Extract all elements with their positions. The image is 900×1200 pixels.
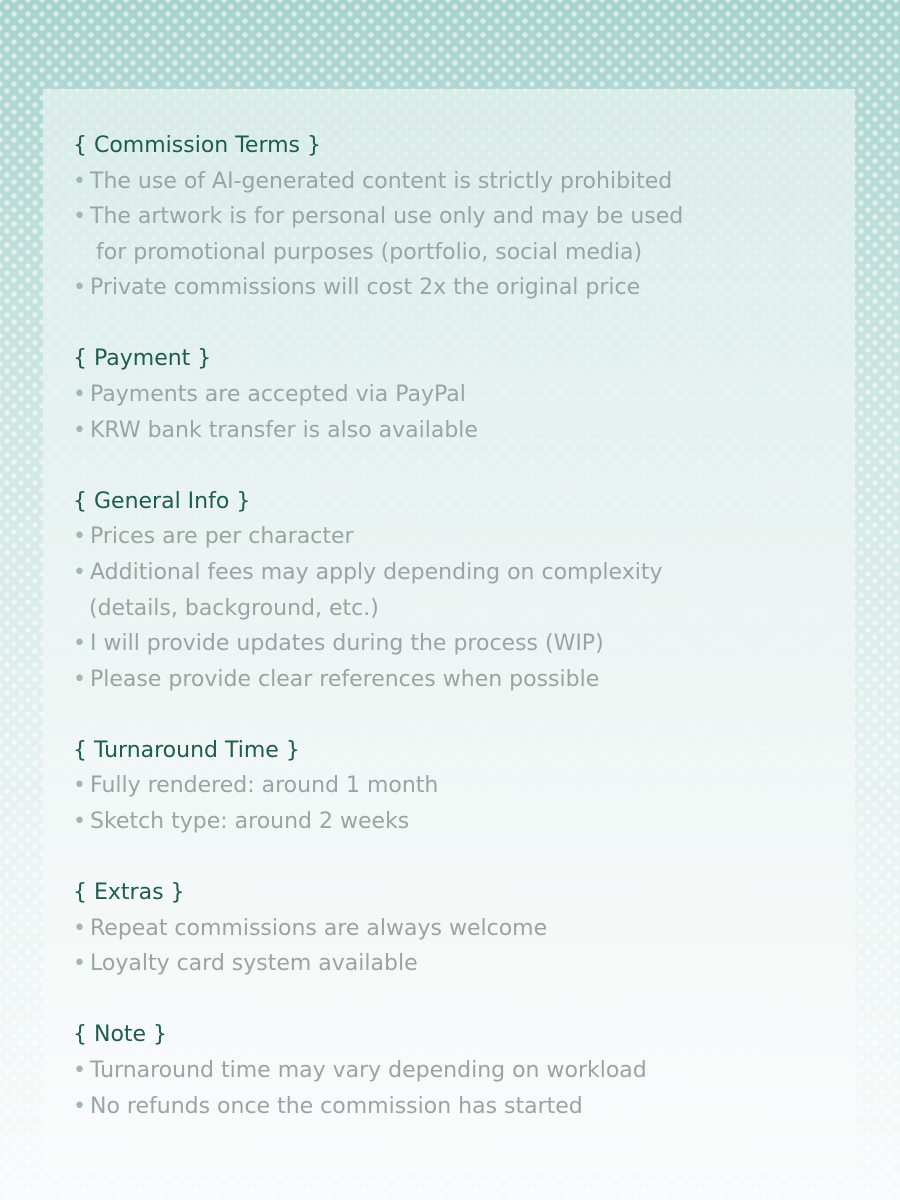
list-item [73,519,855,555]
item-text: KRW bank transfer is also available [90,417,478,443]
list-item [73,413,855,449]
list-item [73,377,855,413]
item-text: Sketch type: around 2 weeks [90,809,410,834]
item-text: Additional fees may apply depending on complexity [90,559,663,585]
section-heading: { Turnaround Time } [73,737,300,763]
item-text: I will provide updates during the process (WIP) [90,631,604,657]
section-heading: { Commission Terms } [73,133,321,158]
item-text: Private commissions will cost 2x the original price [90,275,641,301]
item-text: The use of AI-generated content is strictly prohibited [90,168,673,194]
list-item [73,555,855,591]
list-item [73,626,855,662]
bullet-icon: • [73,417,86,443]
section-note [73,1017,855,1124]
list-item [73,662,855,698]
section-heading: { General Info } [73,488,251,514]
section-commission-terms [73,128,855,306]
item-text: Prices are per character [90,524,354,550]
bullet-icon: • [73,915,86,941]
bullet-icon: • [73,951,86,977]
bullet-icon: • [73,204,86,230]
section-turnaround-time [73,733,855,840]
item-text: Repeat commissions are always welcome [90,915,548,941]
bullet-icon: • [73,631,86,657]
bullet-icon: • [73,773,86,799]
bullet-icon: • [73,1093,86,1119]
list-item [73,199,855,235]
item-continuation: (details, background, etc.) [89,595,379,621]
list-item [73,164,855,200]
list-item [73,911,855,947]
section-extras [73,875,855,982]
item-text: Please provide clear references when possible [90,666,600,692]
section-heading: { Extras } [73,880,185,906]
item-text: Payments are accepted via PayPal [90,382,466,408]
item-continuation: for promotional purposes (portfolio, social media) [96,239,643,265]
bullet-icon: • [73,168,86,194]
bullet-icon: • [73,382,86,408]
item-text: Turnaround time may vary depending on workload [90,1057,647,1083]
list-item [73,270,855,306]
item-text: Fully rendered: around 1 month [90,773,439,799]
section-heading: { Payment } [73,346,212,372]
list-item [73,1089,855,1125]
item-text: Loyalty card system available [90,951,418,977]
section-heading: { Note } [73,1022,168,1048]
list-item [73,804,855,840]
bullet-icon: • [73,666,86,692]
terms-panel [43,89,855,1170]
list-item [73,946,855,982]
bullet-icon: • [73,524,86,550]
item-text: The artwork is for personal use only and may be used [90,204,684,230]
bullet-icon: • [73,275,86,301]
bullet-icon: • [73,809,86,834]
bullet-icon: • [73,1057,86,1083]
bullet-icon: • [73,559,86,585]
list-item [73,768,855,804]
list-item [73,1053,855,1089]
section-general-info [73,484,855,698]
section-payment [73,341,855,448]
item-text: No refunds once the commission has started [90,1093,583,1119]
